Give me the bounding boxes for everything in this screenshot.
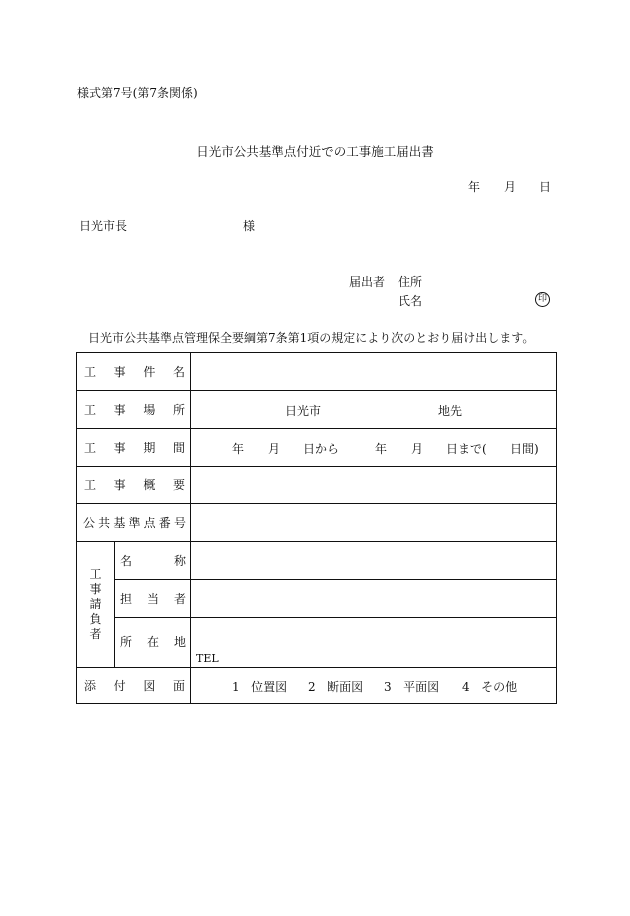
address-label: 住所 [398, 275, 423, 289]
period-from-month: 月 [268, 442, 281, 456]
applicant-label: 届出者 [349, 275, 386, 289]
period-to-day: 日まで( [446, 442, 487, 456]
period-from-year: 年 [232, 442, 245, 456]
statement-text: 日光市公共基準点管理保全要綱第7条第1項の規定により次のとおり届け出します。 [88, 331, 535, 345]
period-to-month: 月 [411, 442, 424, 456]
seal-mark: 印 [535, 292, 550, 307]
construction-summary-label: 工 事 概 要 [84, 478, 185, 492]
recipient-name: 日光市長 [79, 219, 128, 233]
period-from-day: 日から [303, 442, 340, 456]
construction-site-label: 工 事 場 所 [84, 402, 185, 417]
contractor-group-label: 工 事 請 負 者 [89, 566, 102, 641]
construction-name-label: 工 事 件 名 [84, 365, 185, 379]
site-suffix: 地先 [438, 404, 463, 418]
drawing-item: 1 位置図 [232, 680, 288, 694]
period-to-year: 年 [375, 442, 388, 456]
date-day-label: 日 [539, 180, 552, 194]
date-year-label: 年 [468, 180, 481, 194]
period-days: 日間) [510, 442, 539, 456]
recipient-honorific: 様 [243, 219, 256, 233]
attached-drawings-label: 添 付 図 面 [84, 678, 185, 693]
name-label: 氏名 [398, 294, 423, 308]
drawing-item: 2 断面図 [308, 680, 364, 694]
tel-label: TEL [196, 652, 219, 665]
document-title: 日光市公共基準点付近での工事施工届出書 [196, 144, 434, 159]
contractor-person-label: 担 当 者 [120, 591, 186, 606]
form-table [76, 352, 557, 704]
contractor-location-label: 所 在 地 [120, 634, 186, 649]
date-month-label: 月 [504, 180, 517, 194]
drawing-item: 3 平面図 [384, 680, 440, 694]
site-city: 日光市 [285, 404, 322, 418]
form-number: 様式第7号(第7条関係) [77, 86, 198, 100]
construction-period-label: 工 事 期 間 [84, 440, 185, 455]
benchmark-number-label: 公 共 基 準 点 番 号 [83, 515, 186, 530]
drawing-item: 4 その他 [462, 680, 518, 694]
contractor-name-label: 名 称 [120, 553, 186, 568]
